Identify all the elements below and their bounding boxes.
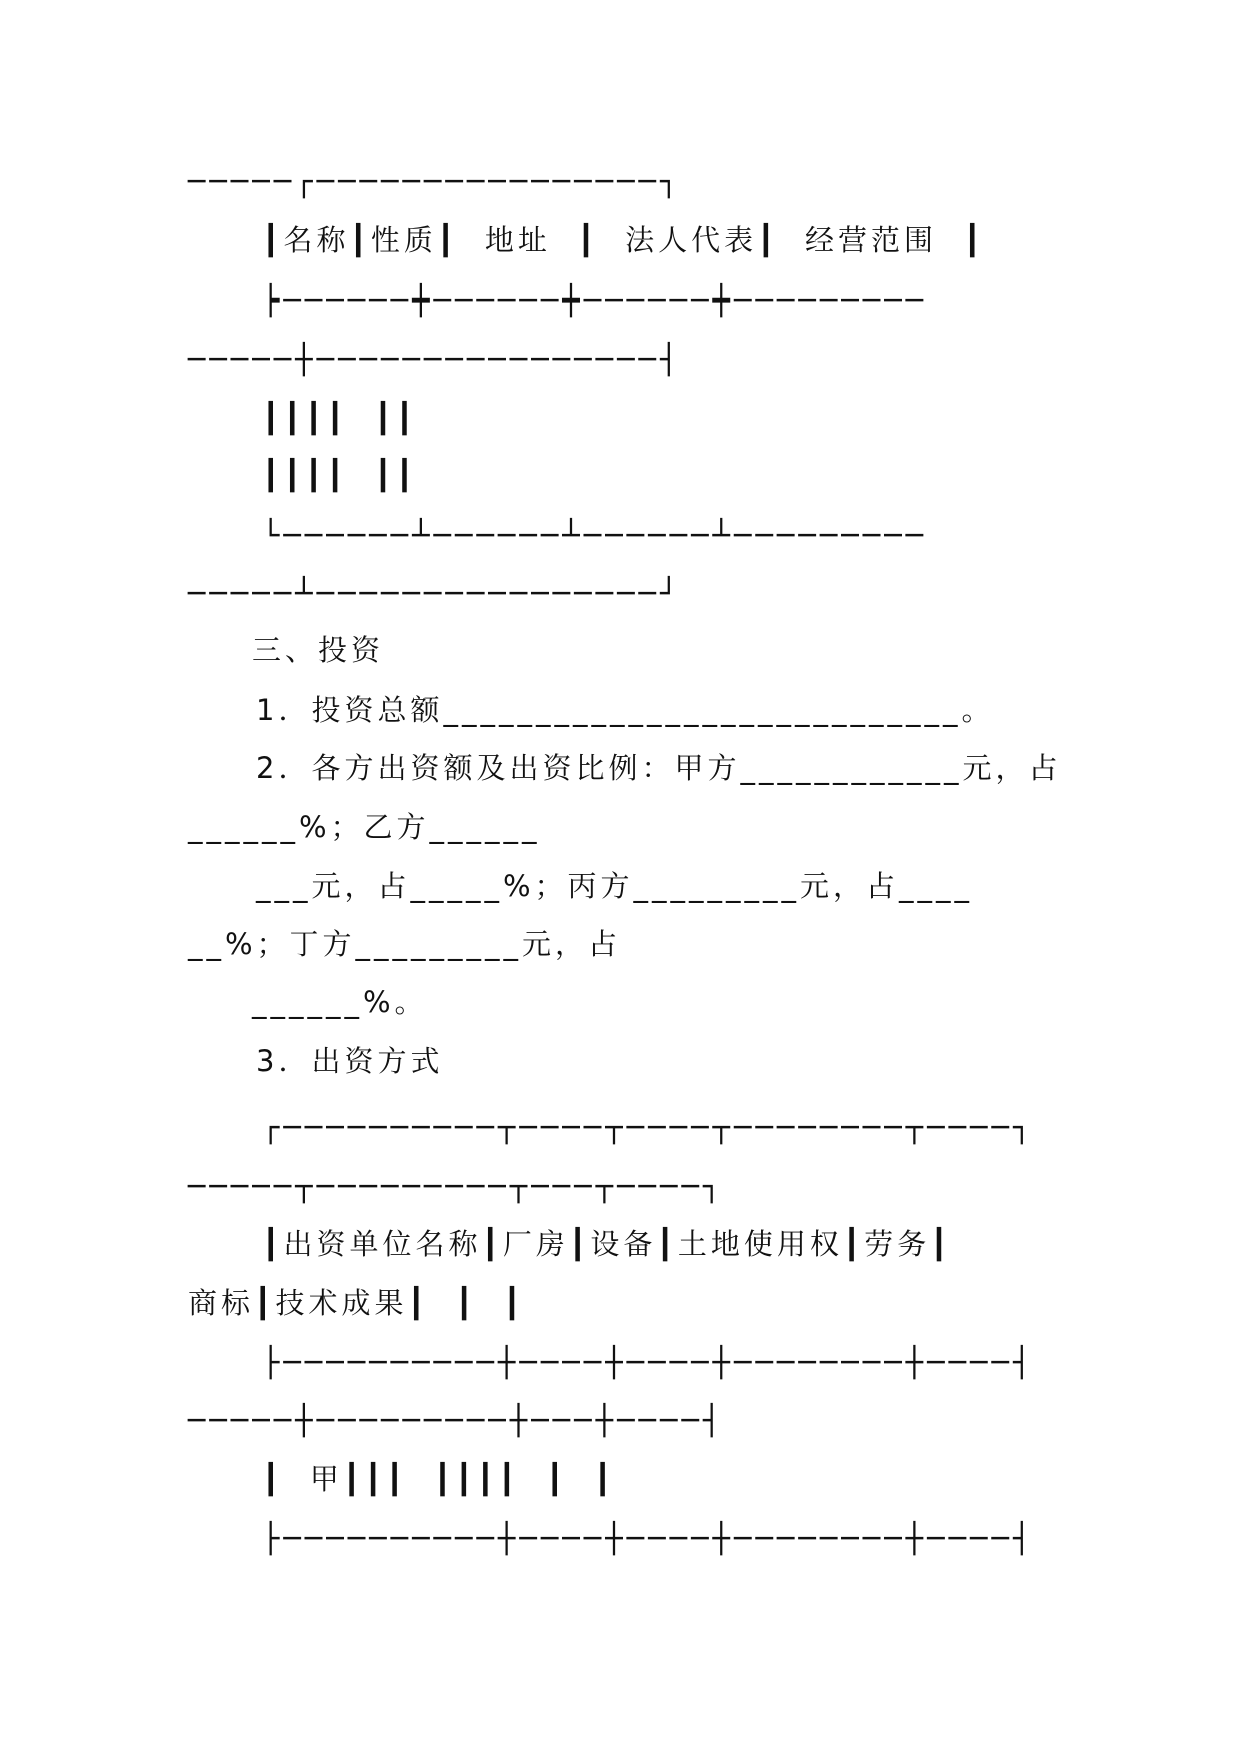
table-row: ┃┃┃┃ ┃┃ xyxy=(262,401,418,435)
paragraph-line: ______%；乙方______ xyxy=(188,810,541,844)
paragraph-line: 1．投资总额____________________________。 xyxy=(256,693,995,727)
table-border-line: ┝──────┿──────┿──────┿───────── xyxy=(262,283,928,317)
paragraph-line: ___元，占_____%；丙方_________元，占____ xyxy=(256,869,974,903)
table-border-line: ─────┬─────────┬───┬────┐ xyxy=(188,1169,725,1203)
paragraph-line: ______%。 xyxy=(252,985,428,1019)
table-border-line: ├──────────┼────┼────┼────────┼────┤ xyxy=(262,1345,1035,1379)
paragraph-line: __%；丁方_________元，占 xyxy=(188,927,622,961)
table-border-line: ─────┼─────────┼───┼────┤ xyxy=(188,1403,725,1437)
table-header-row: 商标┃技术成果┃ ┃ ┃ xyxy=(188,1286,525,1320)
table-border-line: ─────┌────────────────┐ xyxy=(188,164,682,198)
paragraph-line: 2．各方出资额及出资比例：甲方____________元，占 xyxy=(256,751,1062,785)
table-header-row: ┃名称┃性质┃ 地址 ┃ 法人代表┃ 经营范围 ┃ xyxy=(262,223,985,257)
paragraph-line: 3．出资方式 xyxy=(256,1044,444,1078)
table-border-line: └──────┴──────┴──────┴───────── xyxy=(262,518,928,552)
table-border-line: ├──────────┼────┼────┼────────┼────┤ xyxy=(262,1521,1035,1555)
table-border-line: ┌──────────┬────┬────┬────────┬────┐ xyxy=(262,1110,1035,1144)
table-row: ┃ 甲┃┃┃ ┃┃┃┃ ┃ ┃ xyxy=(262,1462,616,1496)
section-heading: 三、投资 xyxy=(252,633,385,667)
table-border-line: ─────┴────────────────┘ xyxy=(188,576,682,610)
table-border-line: ─────┼────────────────┤ xyxy=(188,342,682,376)
table-header-row: ┃出资单位名称┃厂房┃设备┃土地使用权┃劳务┃ xyxy=(262,1227,952,1261)
table-row: ┃┃┃┃ ┃┃ xyxy=(262,458,418,492)
